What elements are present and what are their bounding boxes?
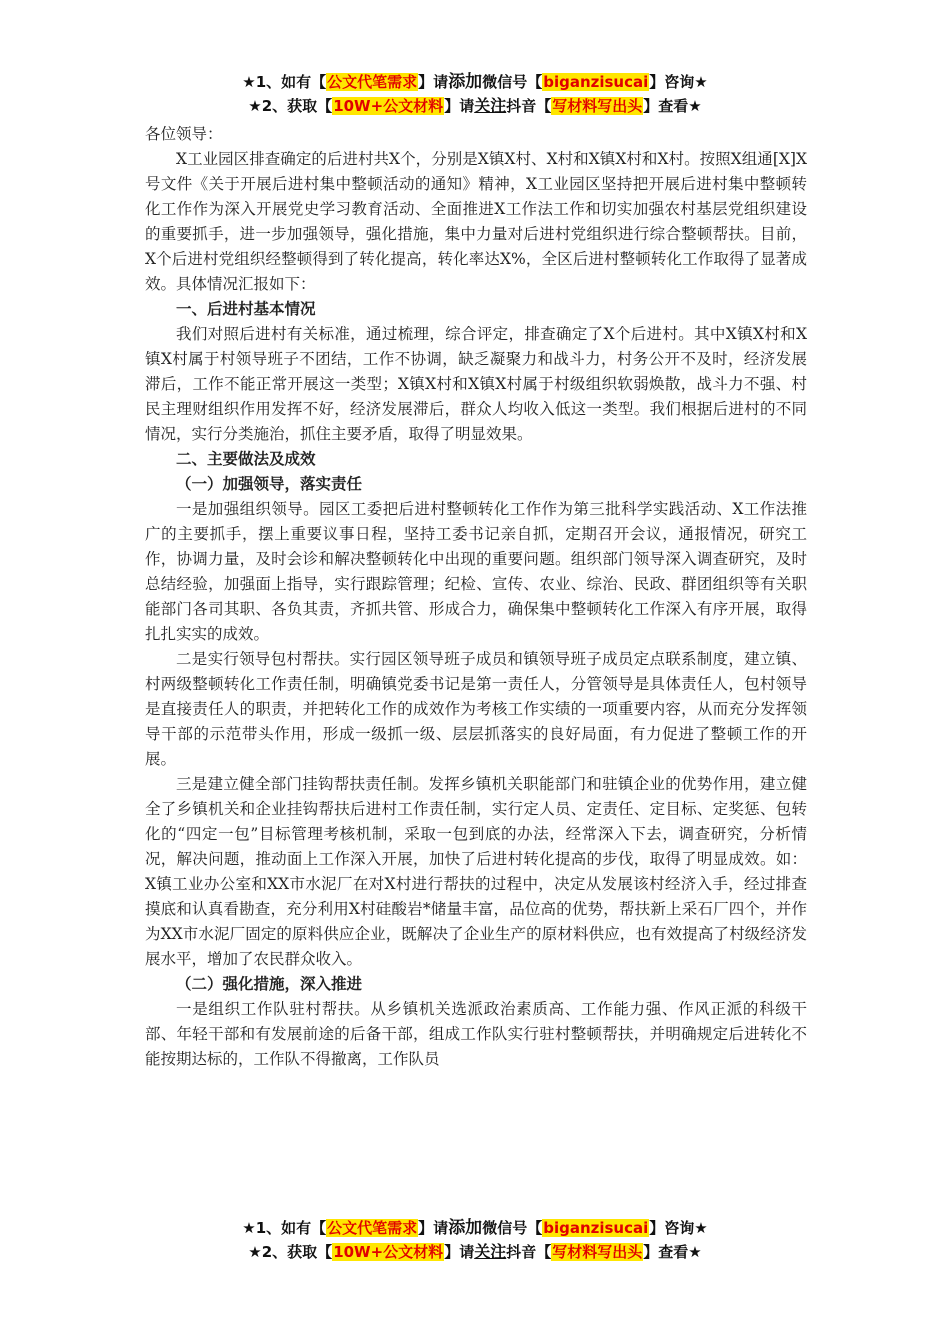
bracket: 【 (317, 1243, 333, 1261)
highlight-materials: 10W+公文材料 (333, 1243, 444, 1261)
highlight-wechat-id: biganzisucai (543, 1219, 649, 1237)
bracket: 【 (527, 1219, 543, 1237)
bracket: 【 (311, 1219, 327, 1237)
promo-text: ★1、如有 (242, 73, 312, 91)
bracket: 【 (536, 1243, 552, 1261)
bracket: 【 (311, 73, 327, 91)
paragraph-work-team: 一是组织工作队驻村帮扶。从乡镇机关选派政治素质高、工作能力强、作风正派的科级干部、年轻干部和有发展前途的后备干部，组成工作队实行驻村整顿帮扶，并明确规定后进转化不能按期达标的，工作队不得撤离，工作队员 (145, 1000, 807, 1068)
promo-line-2 (0, 94, 950, 118)
paragraph-village-support: 二是实行领导包村帮扶。实行园区领导班子成员和镇领导班子成员定点联系制度，建立镇、村两级整顿转化工作责任制，明确镇党委书记是第一责任人，分管领导是具体责任人，包村领导是直接责任人的职责，并把转化工作的成效作为考核工作实绩的一项重要内容，从而充分发挥领导干部的示范带头作用，形成一级抓一级、层层抓落实的良好局面，有力促进了整顿工作的开展。 (145, 650, 807, 768)
promo-line-2 (0, 1240, 950, 1264)
emphasis-add: 添加 (448, 72, 483, 92)
promo-text: ★2、获取 (248, 97, 318, 115)
promo-text: ★2、获取 (248, 1243, 318, 1261)
promo-text: 微信号 (482, 73, 528, 91)
salutation: 各位领导： (145, 125, 223, 143)
highlight-service: 公文代笔需求 (327, 1219, 418, 1237)
promo-text: 】查看★ (643, 1243, 702, 1261)
promo-text: 】咨询★ (649, 73, 708, 91)
paragraph-department-support: 三是建立健全部门挂钩帮扶责任制。发挥乡镇机关职能部门和驻镇企业的优势作用，建立健全了乡镇机关和企业挂钩帮扶后进村工作责任制，实行定人员、定责任、定目标、定奖惩、包转化的“四定一包”目标管理考核机制，采取一包到底的办法，经常深入下去，调查研究，分析情况，解决问题，推动面上工作深入开展，加快了后进村转化提高的步伐，取得了明显成效。如：X镇工业办公室和XX市水泥厂在对X村进行帮扶的过程中，决定从发展该村经济入手，经过排查摸底和认真看勘查，充分利用X村硅酸岩*储量丰富，品位高的优势，帮扶新上采石厂四个，并作为XX市水泥厂固定的原料供应企业，既解决了企业生产的原材料供应，也有效提高了村级经济发展水平，增加了农民群众收入。 (145, 775, 807, 968)
emphasis-follow: 关注 (474, 1242, 507, 1261)
promo-text: 】请 (444, 1243, 475, 1261)
section-heading-2: 二、主要做法及成效 (176, 450, 316, 468)
emphasis-follow: 关注 (474, 96, 507, 115)
promo-banner-bottom (0, 1216, 950, 1264)
promo-banner-top (0, 70, 950, 118)
paragraph-basic-situation: 我们对照后进村有关标准，通过梳理，综合评定，排查确定了X个后进村。其中X镇X村和X镇X村属于村领导班子不团结，工作不协调，缺乏凝聚力和战斗力，村务公开不及时，经济发展滞后，工作不能正常开展这一类型；X镇X村和X镇X村属于村级组织软弱焕散，战斗力不强、村民主理财组织作用发挥不好，经济发展滞后，群众人均收入低这一类型。我们根据后进村的不同情况，实行分类施治，抓住主要矛盾，取得了明显效果。 (145, 325, 807, 443)
document-body (145, 122, 807, 1072)
promo-text: 】咨询★ (649, 1219, 708, 1237)
highlight-account: 写材料写出头 (552, 97, 643, 115)
highlight-wechat-id: biganzisucai (543, 73, 649, 91)
highlight-account: 写材料写出头 (552, 1243, 643, 1261)
promo-text: 】请 (418, 73, 449, 91)
promo-text: 】查看★ (643, 97, 702, 115)
emphasis-add: 添加 (448, 1218, 483, 1238)
promo-text: 抖音 (506, 97, 537, 115)
bracket: 【 (317, 97, 333, 115)
highlight-service: 公文代笔需求 (327, 73, 418, 91)
section-heading-1: 一、后进村基本情况 (176, 300, 316, 318)
promo-text: 】请 (444, 97, 475, 115)
promo-text: 】请 (418, 1219, 449, 1237)
subsection-heading-1: （一）加强领导，落实责任 (176, 475, 363, 493)
bracket: 【 (536, 97, 552, 115)
bracket: 【 (527, 73, 543, 91)
paragraph-leadership: 一是加强组织领导。园区工委把后进村整顿转化工作作为第三批科学实践活动、X工作法推广的主要抓手，摆上重要议事日程，坚持工委书记亲自抓，定期召开会议，通报情况，研究工作，协调力量，及时会诊和解决整顿转化中出现的重要问题。组织部门领导深入调查研究，及时总结经验，加强面上指导，实行跟踪管理；纪检、宣传、农业、综治、民政、群团组织等有关职能部门各司其职、各负其责，齐抓共管、形成合力，确保集中整顿转化工作深入有序开展，取得扎扎实实的成效。 (145, 500, 807, 643)
subsection-heading-2: （二）强化措施，深入推进 (176, 975, 363, 993)
promo-line-1 (0, 70, 950, 94)
promo-text: 微信号 (482, 1219, 528, 1237)
promo-line-1 (0, 1216, 950, 1240)
promo-text: ★1、如有 (242, 1219, 312, 1237)
promo-text: 抖音 (506, 1243, 537, 1261)
highlight-materials: 10W+公文材料 (333, 97, 444, 115)
intro-paragraph: X工业园区排查确定的后进村共X个，分别是X镇X村、X村和X镇X村和X村。按照X组通[X]X号文件《关于开展后进村集中整顿活动的通知》精神，X工业园区坚持把开展后进村集中整顿转化工作作为深入开展党史学习教育活动、全面推进X工作法工作和切实加强农村基层党组织建设的重要抓手，进一步加强领导，强化措施，集中力量对后进村党组织进行综合整顿帮扶。目前，X个后进村党组织经整顿得到了转化提高，转化率达X%，全区后进村整顿转化工作取得了显著成效。具体情况汇报如下： (145, 150, 807, 293)
